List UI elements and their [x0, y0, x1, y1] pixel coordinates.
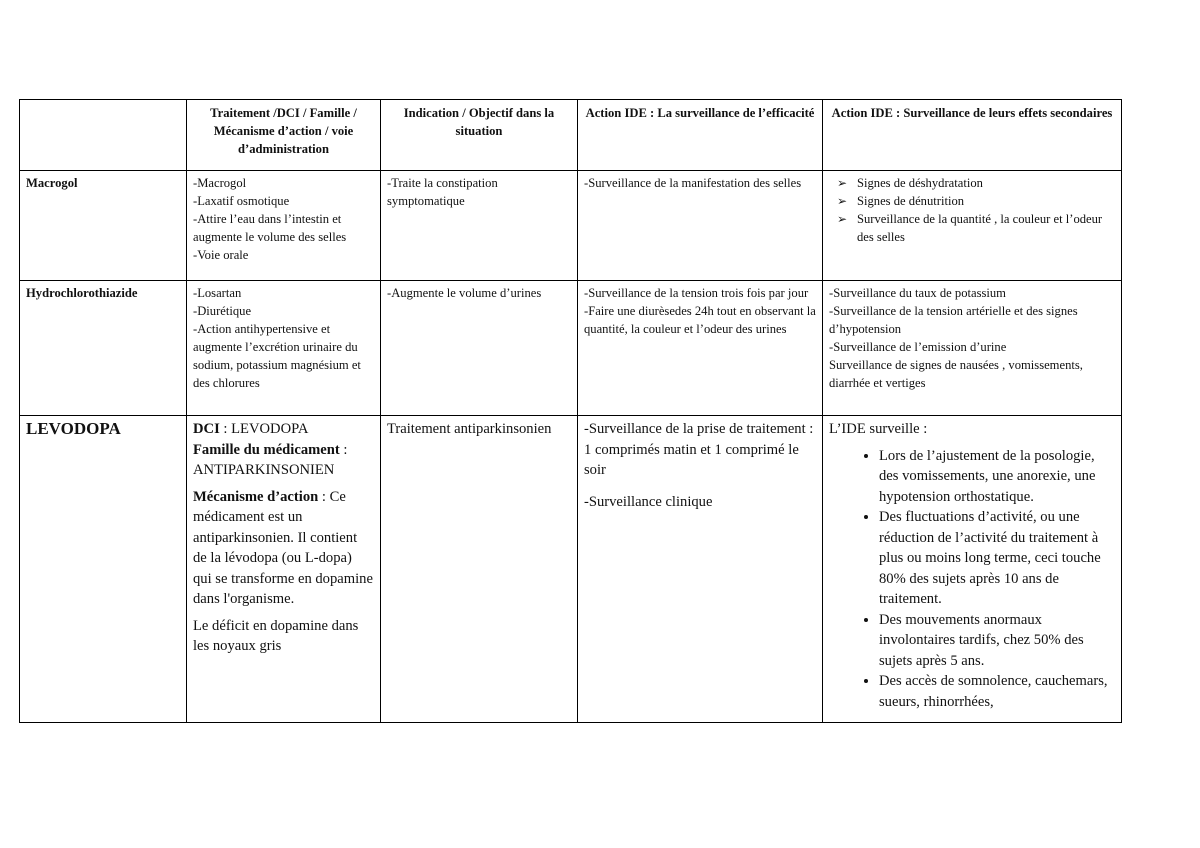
medication-table: [19, 99, 1122, 723]
list-item: • Lors de l’ajustement de la posologie, des vomissements, une anorexie, une hypotension orthostatique.: [879, 446, 1115, 508]
levodopa-traitement: [187, 416, 381, 723]
list-item: ➢ Surveillance de la quantité , la couleur et l’odeur des selles: [857, 210, 1115, 246]
header-efficacite: Action IDE : La surveillance de l’efficacité: [578, 100, 823, 171]
hydro-traitement-line: -Diurétique: [193, 304, 252, 318]
header-traitement: Traitement /DCI / Famille / Mécanisme d’action / voie d’administration: [187, 100, 381, 171]
levodopa-efficacite: [578, 416, 823, 723]
hydro-effets-line: -Surveillance de l’emission d’urine: [829, 340, 1007, 354]
macrogol-traitement-line: -Attire l’eau dans l’intestin et augmente le volume des selles: [193, 212, 347, 244]
macrogol-traitement-line: -Laxatif osmotique: [193, 194, 290, 208]
hydro-traitement-line: -Losartan: [193, 286, 242, 300]
levodopa-famille: [193, 440, 374, 481]
dci-value: : LEVODOPA: [219, 421, 309, 437]
hydro-efficacite-line: -Faire une diurèsedes 24h tout en observant la quantité, la couleur et l’odeur des urines: [584, 304, 816, 336]
macrogol-traitement-line: -Macrogol: [193, 176, 247, 190]
levodopa-efficacite-line: -Surveillance de la prise de traitement : 1 comprimés matin et 1 comprimé le soir: [584, 421, 814, 478]
drug-name-hydrochlorothiazide: Hydrochlorothiazide: [20, 281, 187, 416]
list-item: ➢ Signes de déshydratation: [857, 174, 1115, 192]
row-macrogol: [20, 171, 1122, 281]
mecanisme-text: Ce médicament est un antiparkinsonien. Il contient de la lévodopa (ou L-dopa) qui se transforme en dopamine dans l'organisme.: [193, 488, 373, 607]
list-item: ➢ Signes de dénutrition: [857, 192, 1115, 210]
hydro-effets-line: -Surveillance de la tension artérielle et des signes d’hypotension: [829, 304, 1078, 336]
header-empty: [20, 100, 187, 171]
levodopa-effets-intro: L’IDE surveille :: [829, 421, 928, 437]
levodopa-effets-content: [829, 419, 1115, 719]
macrogol-traitement: [187, 171, 381, 281]
list-item: • Des mouvements anormaux involontaires tardifs, chez 50% des sujets après 5 ans.: [879, 610, 1115, 672]
drug-name-macrogol: Macrogol: [20, 171, 187, 281]
famille-label: Famille du médicament: [193, 441, 340, 458]
hydro-effets: [823, 281, 1122, 416]
macrogol-effets: [823, 171, 1122, 281]
levodopa-indication: Traitement antiparkinsonien: [381, 416, 578, 723]
macrogol-traitement-line: -Voie orale: [193, 248, 249, 262]
macrogol-effets-list: [829, 174, 1115, 246]
levodopa-deficit: Le déficit en dopamine dans les noyaux gris: [193, 617, 359, 654]
levodopa-effets-list: [829, 446, 1115, 713]
list-item: • Des accès de somnolence, cauchemars, sueurs, rhinorrhées,: [879, 671, 1115, 712]
drug-name-levodopa: LEVODOPA: [20, 416, 187, 723]
hydro-effets-line: -Surveillance du taux de potassium: [829, 286, 1006, 300]
list-item: • Des fluctuations d’activité, ou une réduction de l’activité du traitement à plus ou moins long terme, ceci touche 80% des sujets après 10 ans de traitement.: [879, 507, 1115, 610]
levodopa-effets: [823, 416, 1122, 723]
dci-label: DCI: [193, 421, 220, 437]
hydro-effets-line: Surveillance de signes de nausées , vomissements, diarrhée et vertiges: [829, 358, 1083, 390]
mecanisme-label: Mécanisme d’action: [193, 488, 319, 505]
hydro-traitement: [187, 281, 381, 416]
macrogol-indication: -Traite la constipation symptomatique: [381, 171, 578, 281]
mecanisme-value: :: [318, 488, 326, 505]
row-hydrochlorothiazide: [20, 281, 1122, 416]
levodopa-efficacite-line: -Surveillance clinique: [584, 493, 713, 510]
levodopa-mecanisme: [193, 487, 374, 610]
hydro-efficacite: [578, 281, 823, 416]
hydro-efficacite-line: -Surveillance de la tension trois fois par jour: [584, 286, 809, 300]
macrogol-efficacite: -Surveillance de la manifestation des selles: [578, 171, 823, 281]
header-effets: Action IDE : Surveillance de leurs effets secondaires: [823, 100, 1122, 171]
header-indication: Indication / Objectif dans la situation: [381, 100, 578, 171]
famille-value: : ANTIPARKINSONIEN: [193, 441, 348, 478]
levodopa-dci: [193, 419, 374, 440]
hydro-traitement-line: -Action antihypertensive et augmente l’excrétion urinaire du sodium, potassium magnésium et des chlorures: [193, 322, 361, 390]
hydro-indication: -Augmente le volume d’urines: [381, 281, 578, 416]
levodopa-traitement-content: [193, 419, 374, 719]
header-row: [20, 100, 1122, 171]
row-levodopa: [20, 416, 1122, 723]
